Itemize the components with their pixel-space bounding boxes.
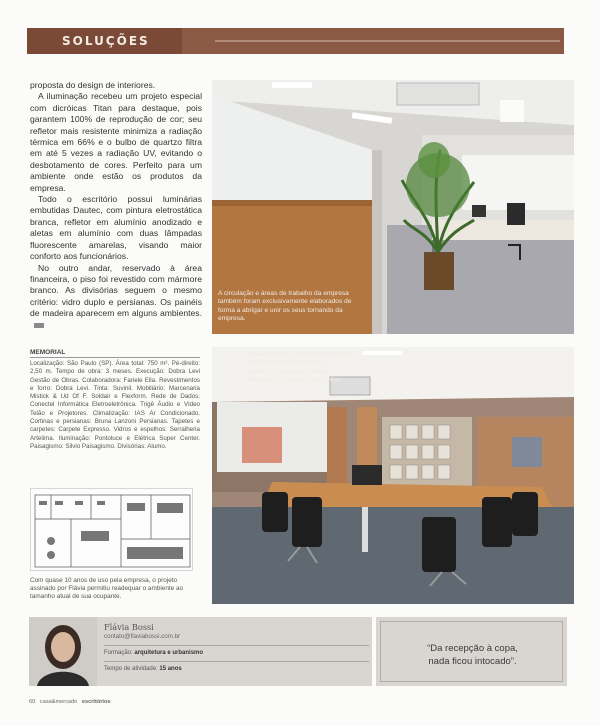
office-photo-caption: A circulação e áreas de trabalho da empresa também foram exclusivamente elaborados de forma a abrigar e unir os seus tornando da empresa. — [218, 290, 352, 322]
author-formation — [104, 650, 203, 656]
paragraph-1: proposta do design de interiores. — [30, 80, 156, 90]
meeting-room-illustration — [212, 347, 574, 604]
activity-value: 15 anos — [159, 666, 182, 672]
quote-line-1: “Da recepção à copa, — [427, 643, 518, 654]
footer-section: escritórios — [81, 699, 111, 705]
author-name: Flávia Bossi — [104, 622, 154, 632]
quote-box — [376, 617, 567, 686]
end-mark-icon — [34, 323, 44, 328]
memorial-box — [30, 349, 200, 451]
quote-frame — [380, 621, 563, 682]
author-divider-2 — [104, 661, 369, 662]
memorial-title: MEMORIAL — [30, 349, 200, 358]
paragraph-4-text: No outro andar, reservado à área financeira, o piso foi revestido com mármore branco. As divisórias seguem o mesmo critério: vidro duplo e persianas. Os painéis de madeira aparecem em alguns ambientes. — [30, 262, 202, 319]
article-body — [30, 80, 202, 331]
memorial-text: Localização: São Paulo (SP). Área total: 750 m². Pé-direito: 2,50 m. Tempo de obra: 3 meses. Execução: Dobra Levi Gestão de Obras. Colaboradora: Fariele Ella. Revestimentos e forro: Dobra Levi. Tinta: Suvinil. Mobiliário: Marcenaria Mistick & Ud Of F. Soldair e Flexform. Rede de Dados: Conectel Informática Eletroeletrônica. Trigê Áudio e Vídeo Telão e Projetores. Climatização: IAS Ar Condicionado. Cortinas e persianas: Bruna Lanzoni Persianas. Tapetes e carpetes: Carpete Expresso. Vidros e espelhos: Serralheria Artelima. Iluminação: Pontoluce e Elétrica Super Center. Paisagismo: Silvio Paisagismo. Divisórias: Alumo. — [30, 360, 200, 450]
quote-line-2: nada ficou intocado”. — [428, 656, 517, 667]
header-rule — [215, 40, 560, 42]
paragraph-2: A iluminação recebeu um projeto especial com dicróicas Titan para destaque, pois garantem 100% de reprodução de cor; seu refletor mais resistente minimiza a radiação térmica em 66% e o bulbo de quartzo filtra em até 5 vezes a radiação UV, evitando o desbotamento de cores. Perfeito para um ambiente onde estão os produtos da empresa. — [30, 91, 202, 193]
magazine-name: casa&mercado — [39, 699, 78, 705]
pull-quote — [381, 642, 564, 668]
author-email[interactable]: contato@flaviabossi.com.br — [104, 633, 181, 640]
author-portrait — [29, 617, 97, 686]
paragraph-4 — [30, 263, 202, 331]
activity-label: Tempo de atividade: — [104, 666, 158, 672]
page-footer — [29, 699, 111, 705]
author-divider-1 — [104, 645, 369, 646]
floor-plan-caption: Com quase 10 anos de uso pela empresa, o projeto assinado por Flávia permitiu readequar o ambiente ao tamanho atual de sua ocupante. — [30, 577, 184, 601]
section-title: SOLUÇÕES — [62, 34, 150, 48]
section-header — [27, 28, 564, 54]
author-activity — [104, 666, 182, 672]
meeting-room-caption: Nessa mesa de showroom e sala de reuniões para 10 pessoas, os clientes em potencial podem observar os produtos fabricados. — [246, 351, 353, 383]
formation-value: arquitetura e urbanismo — [134, 650, 204, 656]
meeting-room-photo — [212, 347, 574, 604]
office-photo — [212, 80, 574, 334]
author-avatar — [29, 617, 97, 686]
formation-label: Formação: — [104, 650, 133, 656]
floor-plan — [30, 488, 193, 571]
paragraph-3: Todo o escritório possui luminárias embutidas Dautec, com pintura eletrostática branca, refletor em alumínio anodizado e aletas em alumínio com duas lâmpadas fluorescente amarelas, visando maior conforto aos funcionários. — [30, 194, 202, 262]
floor-plan-drawing — [31, 489, 194, 572]
page-number: 60 — [29, 699, 36, 705]
